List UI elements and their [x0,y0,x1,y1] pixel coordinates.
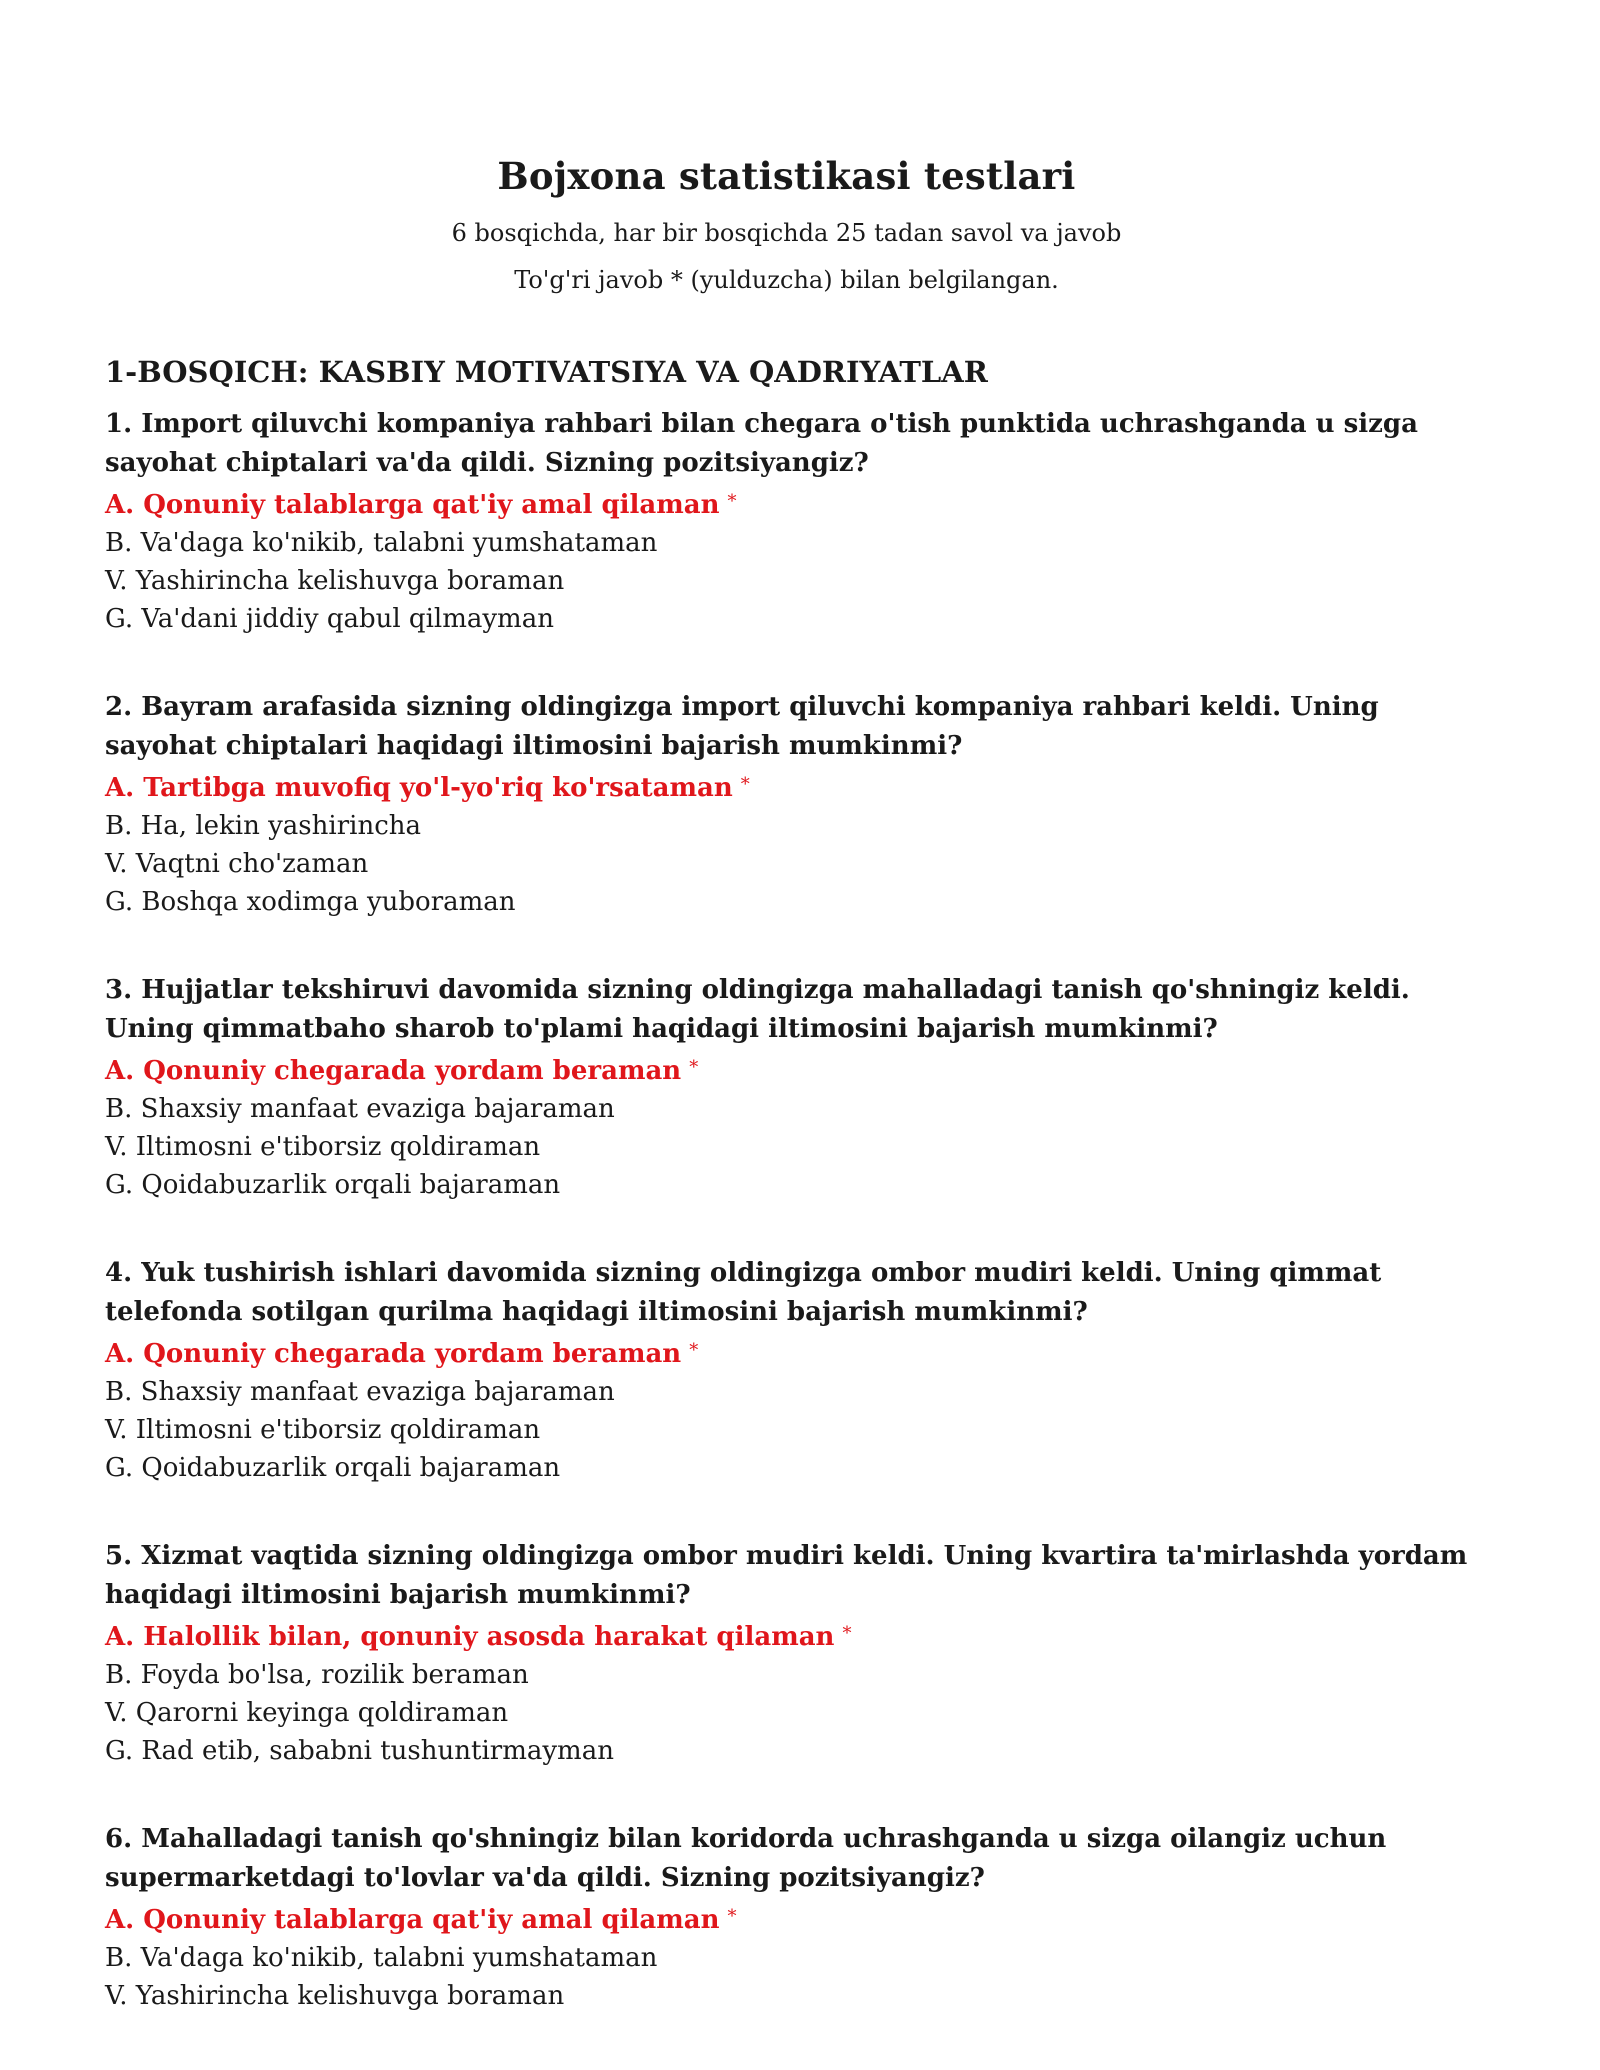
option-label: A. Tartibga muvofiq yo'l-yo'riq ko'rsataman [105,773,733,803]
question-5 [105,1537,1468,1770]
option-label: A. Qonuniy talablarga qat'iy amal qilaman [105,490,720,520]
question-text: 3. Hujjatlar tekshiruvi davomida sizning oldingizga mahalladagi tanish qo'shningiz keldi. Uning qimmatbaho sharob to'plami haqidagi iltimosini bajarish mumkinmi? [105,975,1410,1044]
option-label: A. Qonuniy chegarada yordam beraman [105,1056,682,1086]
answer-option: G. Boshqa xodimga yuboraman [105,887,516,917]
correct-mark: * [727,1906,737,1927]
answer-option: G. Va'dani jiddiy qabul qilmayman [105,604,554,634]
question-3 [105,971,1468,1204]
answer-option: B. Va'daga ko'nikib, talabni yumshataman [105,528,658,558]
question-4 [105,1254,1468,1487]
option-label: A. Qonuniy chegarada yordam beraman [105,1339,682,1369]
question-text: 1. Import qiluvchi kompaniya rahbari bilan chegara o'tish punktida uchrashganda u sizga sayohat chiptalari va'da qildi. Sizning pozitsiyangiz? [105,409,1418,478]
document-subtitle: 6 bosqichda, har bir bosqichda 25 tadan savol va javob [451,219,1122,247]
answer-option: G. Rad etib, sababni tushuntirmayman [105,1736,614,1766]
answer-option: B. Shaxsiy manfaat evaziga bajaraman [105,1094,615,1124]
answer-option: G. Qoidabuzarlik orqali bajaraman [105,1453,561,1483]
answer-option: V. Qarorni keyinga qoldiraman [105,1698,509,1728]
question-text: 6. Mahalladagi tanish qo'shningiz bilan koridorda uchrashganda u sizga oilangiz uchun supermarketdagi to'lovlar va'da qildi. Sizning pozitsiyangiz? [105,1824,1387,1893]
correct-answer-option [105,766,1468,807]
correct-mark: * [740,774,750,795]
answer-option: V. Yashirincha kelishuvga boraman [105,566,565,596]
answer-option: B. Foyda bo'lsa, rozilik beraman [105,1660,529,1690]
answer-key-note: To'g'ri javob * (yulduzcha) bilan belgilangan. [514,266,1059,294]
answer-option: G. Qoidabuzarlik orqali bajaraman [105,1170,561,1200]
correct-mark: * [689,1340,699,1361]
question-6 [105,1820,1468,2015]
document-title: Bojxona statistikasi testlari [497,154,1076,198]
answer-option: B. Va'daga ko'nikib, talabni yumshataman [105,1943,658,1973]
section-heading: 1-BOSQICH: KASBIY MOTIVATSIYA VA QADRIYATLAR [105,355,988,389]
answer-option: B. Shaxsiy manfaat evaziga bajaraman [105,1377,615,1407]
correct-mark: * [727,491,737,512]
correct-mark: * [689,1057,699,1078]
option-label: A. Qonuniy talablarga qat'iy amal qilaman [105,1905,720,1935]
answer-option: V. Iltimosni e'tiborsiz qoldiraman [105,1415,541,1445]
answer-option: B. Ha, lekin yashirincha [105,811,422,841]
correct-answer-option [105,1049,1468,1090]
correct-answer-option [105,1615,1468,1656]
answer-option: V. Iltimosni e'tiborsiz qoldiraman [105,1132,541,1162]
correct-mark: * [842,1623,852,1644]
correct-answer-option [105,483,1468,524]
answer-option: V. Yashirincha kelishuvga boraman [105,1981,565,2011]
question-text: 4. Yuk tushirish ishlari davomida sizning oldingizga ombor mudiri keldi. Uning qimmat telefonda sotilgan qurilma haqidagi iltimosini bajarish mumkinmi? [105,1258,1382,1327]
question-text: 5. Xizmat vaqtida sizning oldingizga ombor mudiri keldi. Uning kvartira ta'mirlashda yordam haqidagi iltimosini bajarish mumkinmi? [105,1541,1468,1610]
correct-answer-option [105,1332,1468,1373]
question-text: 2. Bayram arafasida sizning oldingizga import qiluvchi kompaniya rahbari keldi. Uning sayohat chiptalari haqidagi iltimosini bajarish mumkinmi? [105,692,1379,761]
question-2 [105,688,1468,921]
question-1 [105,405,1468,638]
correct-answer-option [105,1898,1468,1939]
option-label: A. Halollik bilan, qonuniy asosda harakat qilaman [105,1622,835,1652]
answer-option: V. Vaqtni cho'zaman [105,849,369,879]
